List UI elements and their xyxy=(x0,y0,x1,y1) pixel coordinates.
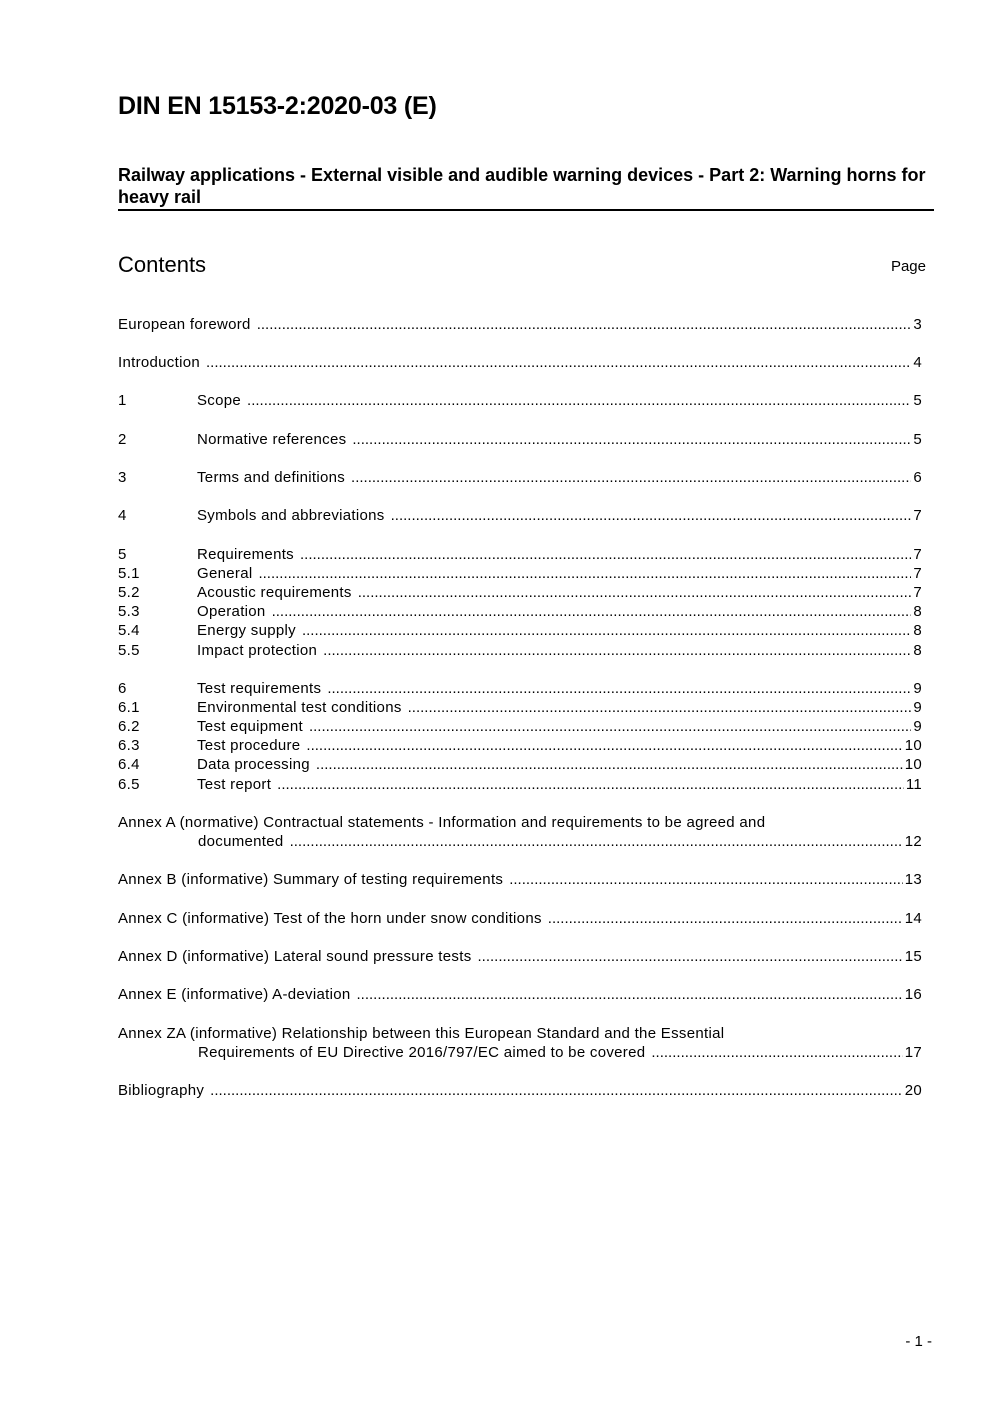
toc-entry[interactable] xyxy=(118,546,922,565)
toc-entry[interactable] xyxy=(118,718,922,737)
toc-entry-label: Energy supply xyxy=(197,622,296,639)
toc-entry[interactable] xyxy=(118,565,922,584)
toc-entry-page: 10 xyxy=(904,756,922,773)
toc-entry-label: European foreword xyxy=(118,316,251,333)
toc-entry[interactable] xyxy=(118,871,922,890)
toc-entry-label: General xyxy=(197,565,253,582)
toc-leader-dots xyxy=(206,354,911,371)
toc-entry[interactable] xyxy=(118,1082,922,1101)
toc-entry-number: 5 xyxy=(118,546,127,563)
toc-leader-dots xyxy=(309,718,911,735)
toc-entry[interactable] xyxy=(118,776,922,795)
toc-entry-page: 20 xyxy=(904,1082,922,1099)
toc-leader-dots xyxy=(478,948,903,965)
toc-leader-dots xyxy=(210,1082,903,1099)
toc-leader-dots xyxy=(408,699,912,716)
document-title: Railway applications - External visible and audible warning devices - Part 2: Warning horns for heavy rail xyxy=(118,164,934,211)
toc-entry-number: 5.2 xyxy=(118,584,140,601)
toc-leader-dots xyxy=(258,565,911,582)
toc-entry-page: 8 xyxy=(913,642,922,659)
toc-entry[interactable] xyxy=(118,756,922,775)
toc-entry-label: Annex B (informative) Summary of testing requirements xyxy=(118,871,504,888)
toc-entry[interactable] xyxy=(118,507,922,526)
toc-leader-dots xyxy=(272,603,912,620)
toc-entry-number: 6 xyxy=(118,680,127,697)
toc-entry-page: 9 xyxy=(913,699,922,716)
toc-entry-label: Bibliography xyxy=(118,1082,205,1099)
toc-leader-dots xyxy=(300,546,911,563)
toc-entry-label: Requirements xyxy=(197,546,294,563)
toc-entry-number: 2 xyxy=(118,431,127,448)
toc-entry[interactable] xyxy=(118,642,922,661)
toc-entry-label: Normative references xyxy=(197,431,347,448)
toc-entry-label: Symbols and abbreviations xyxy=(197,507,385,524)
toc-entry-label: Requirements of EU Directive 2016/797/EC aimed to be covered xyxy=(198,1044,646,1061)
toc-entry[interactable] xyxy=(118,910,922,929)
toc-leader-dots xyxy=(352,431,911,448)
toc-leader-dots xyxy=(323,642,911,659)
toc-entry-label: Environmental test conditions xyxy=(197,699,402,716)
toc-entry-label: Test requirements xyxy=(197,680,322,697)
toc-entry[interactable] xyxy=(118,603,922,622)
toc-entry-page: 3 xyxy=(913,316,922,333)
toc-entry-label: Scope xyxy=(197,392,242,409)
toc-leader-dots xyxy=(327,680,911,697)
toc-entry-number: 6.1 xyxy=(118,699,140,716)
toc-leader-dots xyxy=(358,584,912,601)
toc-entry[interactable] xyxy=(118,948,922,967)
toc-entry-page: 4 xyxy=(913,354,922,371)
toc-entry-number: 5.4 xyxy=(118,622,140,639)
toc-entry-page: 8 xyxy=(913,622,922,639)
toc-entry[interactable] xyxy=(118,622,922,641)
toc-entry[interactable] xyxy=(118,699,922,718)
toc-entry-label: Test report xyxy=(197,776,272,793)
toc-leader-dots xyxy=(548,910,903,927)
toc-leader-dots xyxy=(247,392,911,409)
toc-entry-label: Data processing xyxy=(197,756,310,773)
toc-entry-number: 5.5 xyxy=(118,642,140,659)
toc-entry-page: 9 xyxy=(913,718,922,735)
page-column-heading: Page xyxy=(890,258,926,275)
toc-entry[interactable] xyxy=(118,431,922,450)
toc-entry-page: 13 xyxy=(904,871,922,888)
toc-entry-page: 7 xyxy=(913,507,922,524)
toc-entry-label: Acoustic requirements xyxy=(197,584,352,601)
toc-entry-page: 7 xyxy=(913,584,922,601)
toc-leader-dots xyxy=(651,1044,902,1061)
toc-entry-page: 5 xyxy=(913,431,922,448)
toc-leader-dots xyxy=(357,986,903,1003)
toc-entry[interactable] xyxy=(118,316,922,335)
document-id: DIN EN 15153-2:2020-03 (E) xyxy=(118,92,437,120)
toc-entry-page: 7 xyxy=(913,546,922,563)
toc-entry[interactable] xyxy=(118,833,922,852)
toc-entry-number: 4 xyxy=(118,507,127,524)
toc-entry-page: 5 xyxy=(913,392,922,409)
toc-entry-label: Operation xyxy=(197,603,266,620)
toc-entry[interactable] xyxy=(118,1044,922,1063)
toc-entry-label: Impact protection xyxy=(197,642,318,659)
toc-entry-label: documented xyxy=(198,833,284,850)
toc-leader-dots xyxy=(391,507,912,524)
toc-entry-page: 9 xyxy=(913,680,922,697)
toc-entry-label-line1[interactable]: Annex A (normative) Contractual statements - Information and requirements to be agreed and xyxy=(118,814,766,831)
toc-entry-page: 10 xyxy=(904,737,922,754)
toc-leader-dots xyxy=(302,622,911,639)
toc-entry-number: 5.3 xyxy=(118,603,140,620)
toc-entry[interactable] xyxy=(118,737,922,756)
toc-entry[interactable] xyxy=(118,986,922,1005)
toc-entry-number: 5.1 xyxy=(118,565,140,582)
toc-entry-label: Annex E (informative) A-deviation xyxy=(118,986,351,1003)
toc-entry-number: 1 xyxy=(118,392,127,409)
toc-entry[interactable] xyxy=(118,584,922,603)
toc-entry-page: 15 xyxy=(904,948,922,965)
toc-leader-dots xyxy=(257,316,912,333)
toc-entry-label: Annex D (informative) Lateral sound pressure tests xyxy=(118,948,472,965)
toc-entry-page: 14 xyxy=(904,910,922,927)
toc-entry-page: 12 xyxy=(904,833,922,850)
toc-leader-dots xyxy=(290,833,903,850)
toc-leader-dots xyxy=(509,871,902,888)
toc-entry-number: 6.3 xyxy=(118,737,140,754)
toc-entry-number: 3 xyxy=(118,469,127,486)
toc-entry-page: 8 xyxy=(913,603,922,620)
toc-entry-page: 6 xyxy=(913,469,922,486)
toc-entry[interactable] xyxy=(118,354,922,373)
page-number: - 1 - xyxy=(905,1333,932,1350)
toc-entry-page: 11 xyxy=(905,776,922,793)
toc-entry-label: Terms and definitions xyxy=(197,469,346,486)
toc-entry-number: 6.5 xyxy=(118,776,140,793)
toc-entry-label: Test equipment xyxy=(197,718,303,735)
toc-entry-label: Introduction xyxy=(118,354,200,371)
toc-entry-label: Annex C (informative) Test of the horn under snow conditions xyxy=(118,910,542,927)
toc-entry-page: 17 xyxy=(904,1044,922,1061)
contents-heading: Contents xyxy=(118,252,207,277)
toc-leader-dots xyxy=(351,469,911,486)
toc-leader-dots xyxy=(277,776,904,793)
toc-leader-dots xyxy=(306,737,902,754)
toc-entry[interactable] xyxy=(118,469,922,488)
toc-entry-label-line1[interactable]: Annex ZA (informative) Relationship between this European Standard and the Essential xyxy=(118,1025,725,1042)
toc-entry-number: 6.4 xyxy=(118,756,140,773)
toc-entry[interactable] xyxy=(118,392,922,411)
toc-entry-page: 16 xyxy=(904,986,922,1003)
toc-entry-number: 6.2 xyxy=(118,718,140,735)
toc-entry[interactable] xyxy=(118,680,922,699)
toc-entry-page: 7 xyxy=(913,565,922,582)
toc-leader-dots xyxy=(316,756,903,773)
toc-entry-label: Test procedure xyxy=(197,737,301,754)
